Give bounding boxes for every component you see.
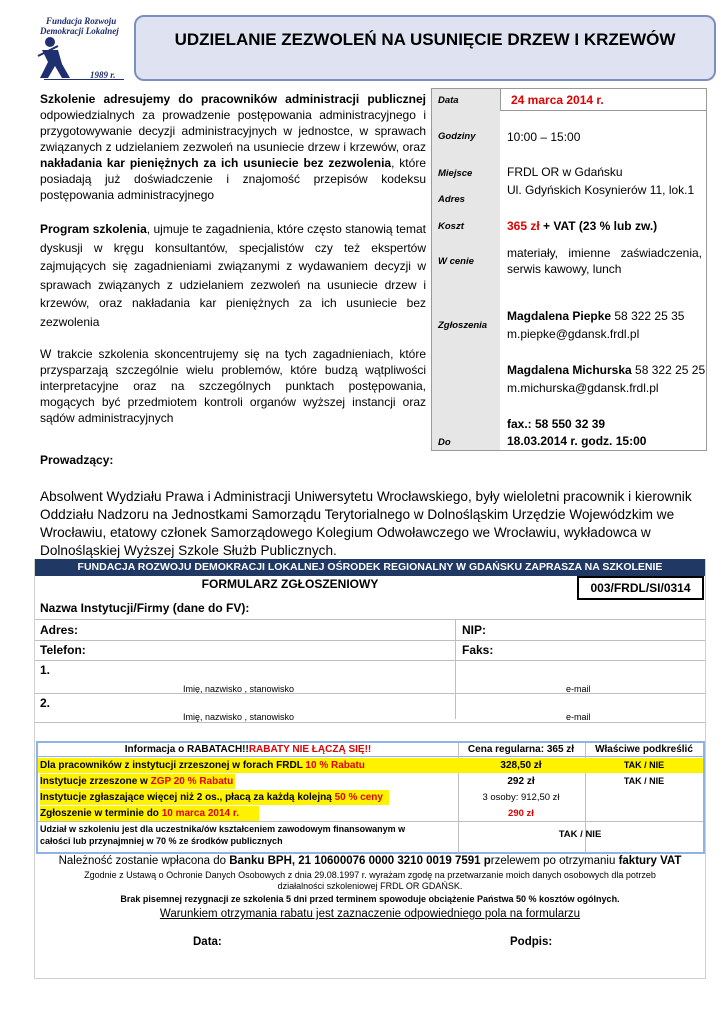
fax-input[interactable] (495, 641, 700, 659)
form-column-divider (455, 619, 456, 719)
address-field-label: Adres: (40, 623, 79, 637)
logo-org-line1: Fundacja Rozwoju (46, 16, 117, 26)
payment-pre: Należność zostanie wpłacona do (58, 855, 230, 867)
contact2-name: Magdalena Michurska (507, 363, 632, 377)
payment-bank: Banku BPH, 21 10600076 0000 3210 0019 7591 p (229, 855, 491, 867)
info-cost-amount: 365 zł (507, 219, 540, 233)
discount-row-mark[interactable]: TAK / NIE (623, 760, 665, 770)
discount-row-desc: Zgłoszenie w terminie do (40, 808, 162, 819)
discount-row-desc: Dla pracowników z instytucji zrzeszonej w forach FRDL (40, 760, 306, 771)
contact2-phone: 58 322 25 25 (631, 363, 706, 377)
description-paragraph-2 (40, 220, 426, 332)
info-included-value: materiały, imienne zaświadczenia, serwis kawowy, lunch (507, 246, 702, 276)
contact1-email[interactable]: m.piepke@gdansk.frdl.pl (507, 327, 640, 341)
cancel-policy: Brak pisemnej rezygnacji ze szkolenia 5 dni przed terminem spowoduje obciążenie Państwa 50 % kosztów ogólnych. (120, 894, 620, 904)
discount-row-price: 3 osoby: 912,50 zł (482, 792, 560, 803)
discount-row-highlight: 10 marca 2014 r. (161, 808, 239, 819)
description-paragraph-3 (40, 346, 426, 426)
desc-p3-text: W trakcie szkolenia skoncentrujemy się na tych zagadnieniach, które przysparzają szczególnie wielu problemów, które budzą wątpliwości interpretacyjne oraz na szczególnych punktach postępowania, mogących być przedmiotem kontroli organów wyższej instancji oraz sądów administracyjnych (40, 347, 426, 425)
participant-2-email-input[interactable] (462, 694, 702, 712)
info-hours-value: 10:00 – 15:00 (507, 130, 581, 144)
discount-row-desc: Instytucje zrzeszone w (40, 776, 151, 787)
info-address-value: Ul. Gdyńskich Kosynierów 11, lok.1 (507, 183, 695, 197)
payment-invoice: faktury VAT (618, 855, 682, 867)
page-title: UDZIELANIE ZEZWOLEŃ NA USUNIĘCIE DRZEW I KRZEWÓW (174, 30, 676, 49)
desc-p1-text-end: , które posiadają już doświadczenie i znajomość przepisów kodeksu postępowania administracyjnego (40, 156, 426, 202)
participant-2-number: 2. (40, 696, 51, 710)
info-contact-2 (507, 362, 705, 378)
participant-2-hint: Imię, nazwisko , stanowisko (183, 712, 295, 722)
divider-participant-2 (34, 722, 706, 723)
date-field-input[interactable] (225, 932, 445, 952)
discount-row (38, 758, 703, 773)
payment-info (34, 855, 706, 867)
signature-input[interactable] (560, 932, 700, 952)
info-signup-label: Zgłoszenia (438, 320, 488, 331)
institution-label: Nazwa Instytucji/Firmy (dane do FV): (40, 601, 250, 615)
date-field-label: Data: (193, 936, 222, 948)
desc-p1-bold-start: Szkolenie adresujemy do pracowników administracji publicznej (40, 92, 426, 106)
contact1-name: Magdalena Piepke (507, 309, 612, 323)
nip-label: NIP: (462, 623, 486, 637)
payment-mid: rzelewem po otrzymaniu (490, 855, 619, 867)
trainer-bio: Absolwent Wydziału Prawa i Administracji Uniwersytetu Wrocławskiego, były wieloletni pracownik i kierownik Oddziału Nadzoru na Jednostkami Samorządu Terytorialnego w Dolnośląskim Urzędzie Wojewódzkim we Wrocławiu, etatowy członek Samorządowego Kolegium Odwoławczego we Wrocławiu, wykładowca w Dolnośląskiej Wyższej Szkole Służb Publicznych. (40, 489, 692, 558)
discount-ue-text: Udział w szkoleniu jest dla uczestnika/ów kształceniem zawodowym finansowanym w całości lub przynajmniej w 70 % ze środków publicznych (40, 824, 406, 846)
title-box (134, 15, 716, 81)
discount-row (38, 774, 703, 789)
trainer-label: Prowadzący: (40, 453, 114, 467)
participant-1-email-input[interactable] (462, 661, 702, 683)
phone-label: Telefon: (40, 643, 86, 657)
gdpr-consent: Zgodnie z Ustawą o Ochronie Danych Osobowych z dnia 29.08.1997 r. wyrażam zgodę na przetwarzanie moich danych osobowych dla potrzeb działalności szkoleniowej FRDL OR GDAŃSK. (84, 870, 656, 891)
discount-row-highlight: 50 % ceny (334, 792, 383, 803)
discount-row-text (40, 806, 259, 821)
discount-row-text (40, 790, 389, 805)
info-cost-value (507, 218, 657, 234)
participant-1-number: 1. (40, 663, 51, 677)
form-code: 003/FRDL/SI/0314 (577, 576, 704, 600)
info-hours-label: Godziny (438, 131, 476, 142)
info-place-value: FRDL OR w Gdańsku (507, 165, 623, 179)
participant-1-name-input[interactable] (60, 661, 450, 683)
discount-info-warning: RABATY NIE ŁĄCZĄ SIĘ!! (248, 744, 372, 755)
phone-input[interactable] (100, 641, 450, 659)
info-address-label: Adres (438, 194, 465, 205)
logo-year: 1989 r. (90, 70, 116, 80)
info-date-label: Data (438, 95, 459, 106)
nip-input[interactable] (495, 621, 700, 639)
divider-institution (34, 619, 706, 620)
signature-label: Podpis: (510, 936, 553, 948)
discount-row-mark[interactable]: TAK / NIE (623, 776, 665, 786)
info-contact-1 (507, 308, 684, 324)
logo-org-line2: Demokracji Lokalnej (40, 26, 119, 36)
institution-input[interactable] (300, 598, 570, 618)
participant-1-email-hint: e-mail (566, 684, 591, 694)
discount-row-highlight: 10 % Rabatu (305, 760, 365, 771)
discount-row-price: 290 zł (508, 808, 534, 819)
discount-condition: Warunkiem otrzymania rabatu jest zaznaczenie odpowiedniego pola na formularzu (159, 908, 581, 920)
info-place-label: Miejsce (438, 168, 473, 179)
contact2-email[interactable]: m.michurska@gdansk.frdl.pl (507, 381, 659, 395)
form-banner: FUNDACJA ROZWOJU DEMOKRACJI LOKALNEJ OŚRODEK REGIONALNY W GDAŃSKU ZAPRASZA NA SZKOLENIE (34, 559, 706, 576)
discount-row-text (40, 774, 235, 789)
participant-1-hint: Imię, nazwisko , stanowisko (183, 684, 295, 694)
discount-ue-line (38, 821, 703, 822)
discount-row (38, 790, 703, 805)
discount-row-desc: Instytucje zgłaszające więcej niż 2 os., płacą za każdą kolejną (40, 792, 335, 803)
info-cost-vat: + VAT (23 % lub zw.) (539, 219, 658, 233)
participant-2-email-hint: e-mail (566, 712, 591, 722)
discount-row-highlight: ZGP 20 % Rabatu (150, 776, 234, 787)
discount-info-label: Informacja o RABATACH!! (124, 744, 249, 755)
discount-row-price: 328,50 zł (500, 760, 542, 771)
logo (36, 12, 126, 84)
price-header: Cena regularna: 365 zł (467, 744, 575, 755)
logo-figure-icon (36, 36, 82, 80)
description-paragraph-1 (40, 91, 426, 203)
discount-info-title (38, 742, 458, 757)
info-fax: fax.: 58 550 32 39 (507, 417, 606, 431)
discount-row-price: 292 zł (507, 776, 535, 787)
form-title: FORMULARZ ZGŁOSZENIOWY (201, 577, 379, 591)
desc-p1-bold-mid: nakładania kar pieniężnych za ich usuniecie bez zezwolenia (40, 156, 392, 170)
address-input[interactable] (90, 621, 450, 639)
desc-p2-text: , ujmuje te zagadnienia, które często stanowią temat dyskusji w kręgu konsultantów, specjalistów czy też ekspertów zajmujących się zagadnieniami związanymi z wydawaniem decyzji w sprawach związanych z udzielaniem zezwoleń na usuniecie drzew i krzewów, oraz nakładania kar pieniężnych za ich usuniecie bez zezwolenia (40, 222, 426, 329)
contact1-phone: 58 322 25 35 (611, 309, 685, 323)
info-date-value: 24 marca 2014 r. (511, 93, 604, 107)
mark-header: Właściwe podkreślić (595, 744, 693, 755)
info-deadline-value: 18.03.2014 r. godz. 15:00 (507, 434, 647, 448)
discount-ue-mark[interactable]: TAK / NIE (558, 829, 602, 840)
desc-p1-text: odpowiedzialnych za prowadzenie postępowania administracyjnego i przygotowywanie decyzji administracyjnych w jednostce, w sprawach związanych z udzielaniem zezwoleń na usuniecie drzew i krzewów, oraz (40, 108, 426, 154)
desc-p2-bold-start: Program szkolenia (40, 222, 147, 236)
discount-row-text (40, 758, 365, 773)
info-included-label: W cenie (438, 256, 474, 267)
info-deadline-label: Do (438, 437, 451, 448)
discount-row (38, 806, 703, 821)
fax-field-label: Faks: (462, 643, 494, 657)
participant-2-name-input[interactable] (60, 694, 450, 712)
info-cost-label: Koszt (438, 221, 464, 232)
discount-header (38, 742, 703, 757)
